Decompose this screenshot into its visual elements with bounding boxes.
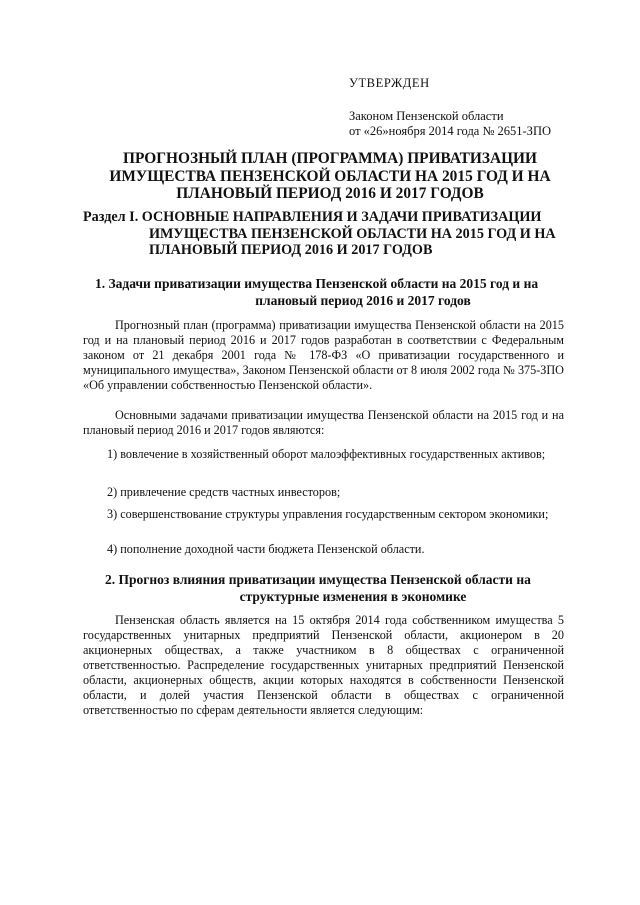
- subheading-2: [83, 571, 583, 605]
- list-item-4: 4) пополнение доходной части бюджета Пензенской области.: [107, 542, 425, 556]
- section-heading: [83, 209, 573, 259]
- list-item-2: 2) привлечение средств частных инвесторов;: [107, 485, 341, 499]
- paragraph-legal-basis: Прогнозный план (программа) приватизации имущества Пензенской области на 2015 год и на плановый период 2016 и 2017 годов разработан в соответствии с Федеральным законом от 21 декабря 2001 года № 178-ФЗ «О приватизации государственного и муниципального имущества», Законом Пензенской области от 8 июля 2002 года № 375-ЗПО «Об управлении собственностью Пензенской области».: [83, 318, 564, 392]
- list-item-1: 1) вовлечение в хозяйственный оборот малоэффективных государственных активов;: [107, 447, 546, 461]
- section-line-3: ПЛАНОВЫЙ ПЕРИОД 2016 И 2017 ГОДОВ: [149, 242, 433, 258]
- subheading-1-line-2: плановый период 2016 и 2017 годов: [255, 293, 471, 308]
- subheading-1: [83, 275, 583, 309]
- paragraph-tasks-intro: Основными задачами приватизации имущества Пензенской области на 2015 год и на плановый период 2016 и 2017 годов являются:: [83, 408, 564, 437]
- list-item-3: 3) совершенствование структуры управления государственным сектором экономики;: [107, 507, 549, 521]
- subheading-1-line-1: 1. Задачи приватизации имущества Пензенской области на 2015 год и на: [95, 276, 539, 291]
- section-line-1: Раздел I. ОСНОВНЫЕ НАПРАВЛЕНИЯ И ЗАДАЧИ ПРИВАТИЗАЦИИ: [83, 209, 542, 225]
- paragraph-regional-property: Пензенская область является на 15 октября 2014 года собственником имущества 5 государственных унитарных предприятий Пензенской области, акционером в 20 акционерных обществах, а также участником в 8 обществах с ограниченной ответственностью. Распределение государственных унитарных предприятий Пензенской области, акционерных обществ, акции которых находятся в собственности Пензенской области, и долей участия Пензенской области в обществах с ограниченной ответственностью по сферам деятельности является следующим:: [83, 613, 564, 717]
- subheading-2-line-2: структурные изменения в экономике: [239, 589, 467, 604]
- approval-line-2: от «26»ноября 2014 года № 2651-ЗПО: [349, 124, 552, 138]
- approval-line-1: Законом Пензенской области: [349, 109, 504, 123]
- title-line-3: ПЛАНОВЫЙ ПЕРИОД 2016 И 2017 ГОДОВ: [176, 185, 484, 202]
- approval-heading: УТВЕРЖДЕН: [349, 76, 430, 90]
- title-line-1: ПРОГНОЗНЫЙ ПЛАН (ПРОГРАММА) ПРИВАТИЗАЦИИ: [122, 150, 538, 167]
- approval-stamp: [349, 76, 551, 139]
- title-line-2: ИМУЩЕСТВА ПЕНЗЕНСКОЙ ОБЛАСТИ НА 2015 ГОД И НА: [109, 167, 551, 185]
- section-line-2: ИМУЩЕСТВА ПЕНЗЕНСКОЙ ОБЛАСТИ НА 2015 ГОД И НА: [149, 225, 556, 242]
- document-title: [70, 150, 590, 203]
- subheading-2-line-1: 2. Прогноз влияния приватизации имущества Пензенской области на: [105, 572, 531, 587]
